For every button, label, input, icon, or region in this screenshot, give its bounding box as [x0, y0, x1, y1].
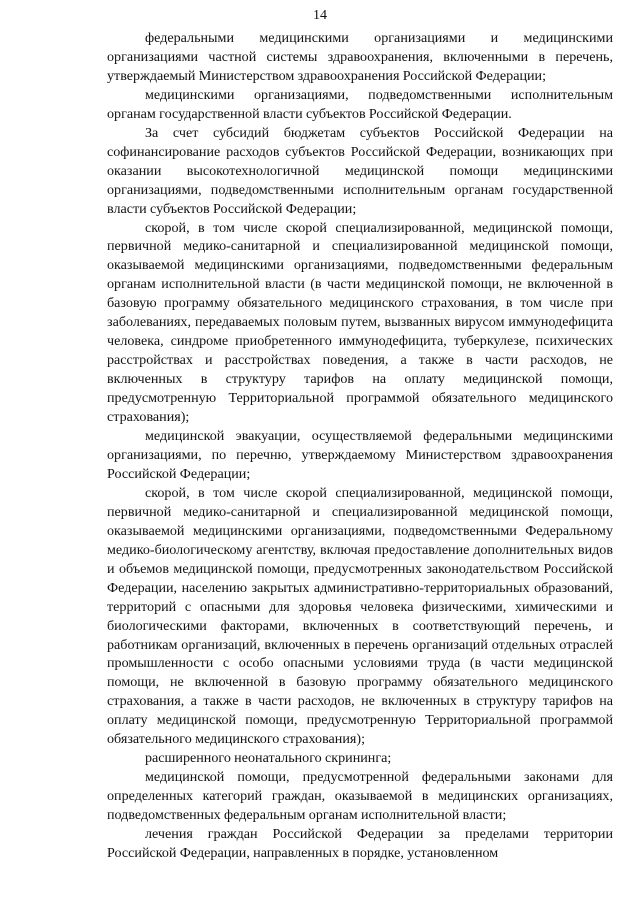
paragraph: лечения граждан Российской Федерации за пределами территории Российской Федерации, направленных в порядке, установленном — [107, 826, 613, 861]
paragraph: медицинскими организациями, подведомственными исполнительным органам государственной власти субъектов Российской Федерации. — [107, 86, 613, 122]
page-number: 14 — [313, 8, 327, 23]
paragraph: медицинской помощи, предусмотренной федеральными законами для определенных категорий граждан, оказываемой в медицинских организациях, подведомственных федеральным органам исполнительной власти; — [107, 769, 613, 824]
paragraph: скорой, в том числе скорой специализированной, медицинской помощи, первичной медико-санитарной и специализированной медицинской помощи, оказываемой медицинскими организациями, подведомственными Федеральному медико-биологическому агентству, включая предоставление дополнительных видов и объемов медицинской помощи, предусмотренных законодательством Российской Федерации, населению закрытых административно-территориальных образований, территорий с опасными для здоровья человека физическими, химическими и биологическими факторами, включенных в соответствующий перечень, и работникам организаций, включенных в перечень организаций отдельных отраслей промышленности с особо опасными условиями труда (в части медицинской помощи, не включенной в базовую программу обязательного медицинского страхования, а также в части расходов, не включенных в структуру тарифов на оплату медицинской помощи, предусмотренную Территориальной программой обязательного медицинского страхования); — [107, 484, 613, 748]
paragraph: скорой, в том числе скорой специализированной, медицинской помощи, первичной медико-санитарной и специализированной медицинской помощи, оказываемой медицинскими организациями, подведомственными федеральным органам исполнительной власти (в части медицинской помощи, не включенной в базовую программу обязательного медицинского страхования, в том числе при заболеваниях, передаваемых половым путем, вызванных вирусом иммунодефицита человека, синдроме приобретенного иммунодефицита, туберкулезе, психических расстройствах и расстройствах поведения, а также в части расходов, не включенных в структуру тарифов на оплату медицинской помощи, предусмотренную Территориальной программой обязательного медицинского страхования); — [107, 219, 613, 426]
paragraph: расширенного неонатального скрининга; — [145, 750, 392, 767]
document-body — [107, 29, 613, 863]
paragraph: федеральными медицинскими организациями и медицинскими организациями частной системы здравоохранения, включенными в перечень, утверждаемый Министерством здравоохранения Российской Федерации; — [107, 30, 613, 84]
paragraph: За счет субсидий бюджетам субъектов Российской Федерации на софинансирование расходов субъектов Российской Федерации, возникающих при оказании высокотехнологичной медицинской помощи медицинскими организациями, подведомственными исполнительным органам государственной власти субъектов Российской Федерации; — [107, 124, 613, 217]
paragraph: медицинской эвакуации, осуществляемой федеральными медицинскими организациями, по перечню, утверждаемому Министерством здравоохранения Российской Федерации; — [107, 428, 613, 482]
